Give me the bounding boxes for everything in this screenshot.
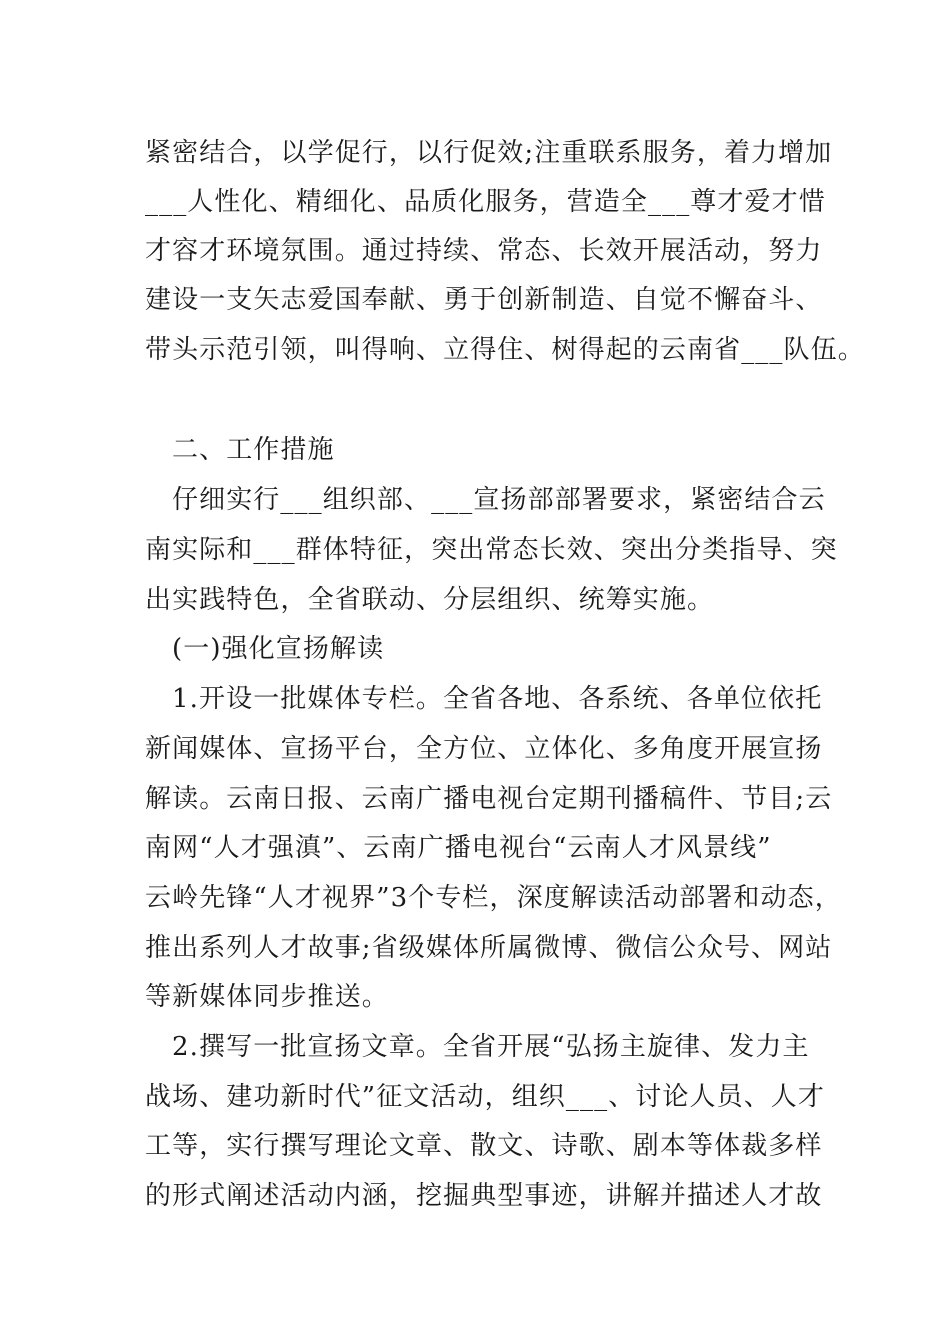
item-2-line-4: 的形式阐述活动内涵，挖掘典型事迹，讲解并描述人才故 <box>145 1181 823 1211</box>
item-1-line-1: 1.开设一批媒体专栏。全省各地、各系统、各单位依托 <box>172 684 823 714</box>
item-1-line-7: 等新媒体同步推送。 <box>145 982 389 1012</box>
item-1-line-6: 推出系列人才故事;省级媒体所属微博、微信公众号、网站 <box>145 933 833 963</box>
item-1-line-3: 解读。云南日报、云南广播电视台定期刊播稿件、节目;云 <box>145 784 833 814</box>
section-heading: 二、工作措施 <box>172 435 335 465</box>
item-1-line-4: 南网“人才强滇”、云南广播电视台“云南人才风景线” <box>145 833 772 863</box>
paragraph-2-line-2: 南实际和___群体特征，突出常态长效、突出分类指导、突 <box>145 535 838 565</box>
paragraph-1-line-4: 建设一支矢志爱国奉献、勇于创新制造、自觉不懈奋斗、 <box>145 285 823 315</box>
paragraph-2-line-3: 出实践特色，全省联动、分层组织、统筹实施。 <box>145 585 715 615</box>
paragraph-1-line-1: 紧密结合，以学促行，以行促效;注重联系服务，着力增加 <box>145 138 833 168</box>
subheading-1: (一)强化宣扬解读 <box>172 634 385 664</box>
paragraph-1-line-3: 才容才环境氛围。通过持续、常态、长效开展活动，努力 <box>145 236 823 266</box>
paragraph-2-line-1: 仔细实行___组织部、___宣扬部部署要求，紧密结合云 <box>172 485 826 515</box>
item-2-line-3: 工等，实行撰写理论文章、散文、诗歌、剧本等体裁多样 <box>145 1131 823 1161</box>
item-1-line-5: 云岭先锋“人才视界”3个专栏，深度解读活动部署和动态， <box>145 883 842 913</box>
paragraph-1-line-5: 带头示范引领，叫得响、立得住、树得起的云南省___队伍。 <box>145 335 865 365</box>
paragraph-1-line-2: ___人性化、精细化、品质化服务，营造全___尊才爱才惜 <box>145 187 826 217</box>
item-2-line-1: 2.撰写一批宣扬文章。全省开展“弘扬主旋律、发力主 <box>172 1032 810 1062</box>
item-1-line-2: 新闻媒体、宣扬平台，全方位、立体化、多角度开展宣扬 <box>145 734 823 764</box>
item-2-line-2: 战场、建功新时代”征文活动，组织___、讨论人员、人才 <box>145 1082 825 1112</box>
